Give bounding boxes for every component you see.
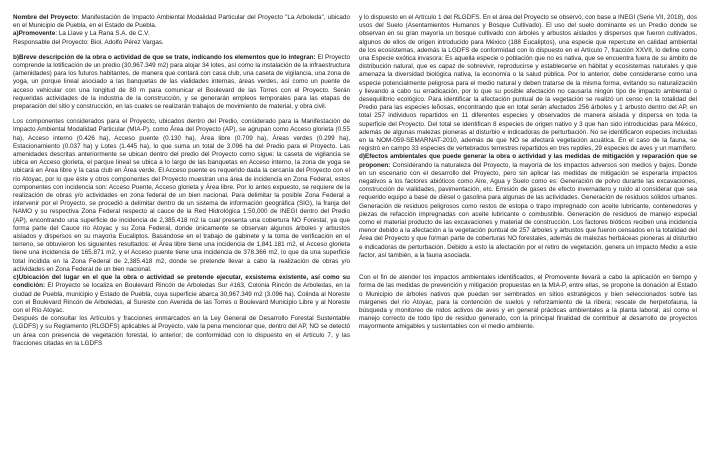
promovente-value: : La Llave y La Rana S.A. de C.V. xyxy=(55,30,150,38)
section-b-text: El Proyecto comprende la lotificación de un predio (30,967.349 m2) para alojar 34 lotes, así como la instalación de la infraestructura (amenidades) para los futuros habitantes, de manera que contará con casa club, una caseta de vigilancia, una zona de yoga, un porque lineal asociado a las banquetas de las vialidades internas, áreas verdes, así como un puente de acceso vehicular con una longitud de 80 m para comunicar el Boulevard de las Torres con el Proyecto. Serán requeridas actividades de la industria de la construcción, y se generarán empleos temporales para las etapas de preparación del sitio y construcción, en las cuales se realizarán trabajos de movimiento de material, y obra civil. xyxy=(13,53,351,111)
section-c-paragraph xyxy=(13,274,350,315)
section-b-heading: b)Breve descripción de la obra o actividad de que se trate, indicando los elementos que lo integran: xyxy=(13,53,316,61)
project-name-value: : Manifestación de Impacto Ambiental Modalidad Particular del Proyecto "La Arboleda", ubicado en el Municipio de Puebla, en el Estado de Puebla. xyxy=(13,14,350,30)
right-column xyxy=(359,14,697,339)
project-name-label: Nombre del Proyecto xyxy=(13,14,78,21)
lgdfs-paragraph: Después de consultar los Artículos y fracciones enmarcados en la Ley General de Desarrollo Forestal Sustentable (LGDFS) y su Reglamento (RLGDFS) aplicables al Proyecto, vale la pena mencionar que, dentro del AP, NO se detectó un área con presencia de vegetación forestal, lo anterior; de conformidad con lo dispuesto en el Artículo 7, y las fracciones citadas en la LGDFS xyxy=(13,315,350,347)
components-paragraph: Los componentes considerados para el Proyecto, ubicados dentro del Predio, considerado para la Manifestación de Impacto Ambiental Modalidad Particular (MIA-P), como Área del Proyecto (AP), se agrupan como Acceso glorieta (0.55 ha), Acceso interno (0.426 ha), Acceso puente (0.130 ha), Área libre (0.709 ha), Áreas verdes (0.299 ha), Estacionamiento (0.037 ha) y Lotes (1.445 ha), lo que suma un total de 3.096 ha del Predio para el Proyecto. Las amenidades descritas anteriormente se ubican dentro del predio del Proyecto como sigue: la caseta de vigilancia se ubica en Acceso glorieta, el parque lineal se ubica a lo largo de las banquetas en Acceso interno, la zona de yoga se ubicará en Área libre y la casa club en Área verde. El Acceso puente es requerido dada la cercanía del Proyecto con el río Atoyac, por lo que éste y otros componentes del Proyecto muestran una área de incidencia en Zona Federal, estos componentes con incidencia son: Acceso Puente, Acceso glorieta y Área libre. Por lo antes expuesto, se requiere de la realización de obras y/o actividades en zona federal de un bien nacional. Para delimitar la posible Zona Federal a intervenir por el Proyecto, se procedió a delimitar dentro de un sistema de información geográfica (SIG), la franja del NAMO y su respectiva Zona Federal respecto al cauce de la Red Hidrológica 1:50,000 de INEGI dentro del Predio (AP), encontrando una superficie de incidencia de 2,385.418 m2 la cual presenta una cobertura NO Forestal, ya que forma parte del Cauce río Atoyac y su Zona Federal, donde únicamente se observan algunos árboles y arbustos aislados y dispersos en su mayoría Eucaliptos. Basándose en el trabajo de gabinete y la toma de verificación en el terreno, se obtuvieron los siguientes resultados: el Área libre tiene una incidencia de 1,841.181 m2, el Acceso glorieta tiene una incidencia de 165.871 m2, y el Acceso puente tiene una incidencia de 378.366 m2, lo que da una superficie total incidida en la Zona Federal de 2,385.418 m2, donde se pretende llevar a cabo la realización de obras y/o actividades en Zona Federal de un bien nacional. xyxy=(13,118,350,273)
section-b-paragraph xyxy=(13,54,350,111)
section-d-text: Considerando la naturaleza del Proyecto, la mayoría de los impactos adversos son medios y bajos. Donde en un escenario con el desarrollo del Proyecto, pero sin aplicar las medidas de mitigación se esperaría impactos negativos a los factores abióticos como Aire, Agua y Suelo como es: Generación de polvo durante las excavaciones, construcción de vialidades, pavimentación, etc. Emisión de gases de efecto invernadero y ruido al considerar que sea requerido equipo a base de diésel o gasolina para algunas de las actividades. Generación de residuos sólidos urbanos. Generación de residuos peligrosos como restos de estopa o trapo impregnado con aceite lubricante, contenedores y piezas de refacción impregnadas con aceite lubricante o combustible. Generación de residuos de manejo especial como el material producto de las excavaciones y material de construcción. Los factores bióticos reciben una incidencia menor debido a la afectación a la vegetación puntual de 257 árboles y arbustos que fueron censados en la totalidad del Área del Proyecto y que forman parte de coberturas NO forestales, además de malezas herbáceas pioneras al disturbio e indicadoras de perturbación. Debido a esto la afectación por el retiro de vegetación, genera un impacto Medio a este factor, así también, a la fauna asociada. xyxy=(359,161,697,259)
promovente-paragraph xyxy=(13,30,350,38)
section-d-paragraph xyxy=(359,153,697,260)
section-c-heading: c)Ubicación del lugar en el que la obra o actividad se pretende ejecutar, exsistema existente, así como su condición: xyxy=(13,274,350,290)
section-c-text: El Proyecto se localiza en Boulevard Rincón de Arboledas Sur #163, Colonia Rincón de Arboledas, en la ciudad de Puebla, municipio y Estado de Puebla, cuya superficie abarca 30,967.349 m2 (3.096 ha). Colinda al Noreste con el Boulevard Rincón de Arboledas, al Sureste con Avenida de las Torres o Boulevard Municipio Libre y al Noreste con el Río Atoyac. xyxy=(13,282,350,314)
section-d-heading: d)Efectos ambientales que puede generar la obra o actividad y las medidas de mitigación y reparación que se proponen: xyxy=(359,153,697,169)
promovente-label: a)Promovente xyxy=(13,30,56,38)
vegetation-paragraph: y lo dispuesto en el Artículo 1 del RLGDFS. En el área del Proyecto se observó, con base a INEGI (Serie VII, 2018), dos usos del Suelo (Asentamientos Humanos y Bosque Cultivado). El uso del suelo dominante es un Predio donde se observan en su gran mayoría un bosque cultivado con árboles y arbustos aislados y dispersos que fueron cultivados, algunos de ellos de origen introducido para México (188 Eucaliptos), una especie que repercute en calidad ambiental de los ecosistemas, además la LGDFS de conformidad con lo dispuesto en el Artículo 7, fracción XXVII, lo define como una Especie exótica invasora: Es aquella especie o población que no es nativa, que se encuentra fuera de su ámbito de distribución natural, que es capaz de sobrevivir, reproducirse y establecerse en hábitat y ecosistemas naturales y que amenaza la diversidad biológica nativa, la economía o la salud pública. Por lo anterior, debe considerarse como una especie potencialmente peligrosa para el medio natural y deben tratarse de la misma forma, evitando su naturalización y llevando a cabo su erradicación, por lo que su posible afectación no causaría ningún tipo de impacto ambiental o desequilibrio ecológico. Para identificar la afectación puntual de la vegetación se realizó un censo en la totalidad del Predio para las especies leñosas, encontrando que en total serán afectados 256 árboles y 1 arbusto dentro del AP, en total 257 individuos repartidos en 11 diferentes especies y observados de manera aislada y dispersa en toda la superficie del Proyecto. Del total se identifican 8 especies de origen nativo y 3 que han sido introducidas para México, además de algunas malezas pioneras al disturbio e indicadoras de perturbación. No se identificaron especies incluidas en la NOM-059-SEMARNAT-2010, además de que NO se afectará vegetación acuática. En el caso de la fauna, se registró en campo 33 especies de vertebrados terrestres repartidos en tres reptiles, 29 especies de aves y un mamífero. xyxy=(359,14,697,153)
project-name-paragraph xyxy=(13,14,350,30)
mitigation-paragraph: Con el fin de atender los impactos ambientales identificados, el Promovente llevará a cabo la aplicación en tiempo y forma de las medidas de prevención y mitigación propuestas en la MIA-P, entre ellas, se propone la donación al Estado o Municipio de árboles nativos que puedan ser sembrados en sitios estratégicos y bien seleccionados sobre las márgenes del río Atoyac, para la contención de suelos y reforzamiento de la ribera; rescate de herpetofauna, la búsqueda y monitoreo de nidos activos de aves y en general prácticas ambientales a la planta laboral; así como el manejo correcto de todo tipo de residuo generado, con la principal finalidad de contribuir al desarrollo de proyectos mayormente amigables y sustentables con el medio ambiente. xyxy=(359,274,697,331)
left-column xyxy=(13,14,350,348)
responsable-paragraph: Responsable del Proyecto: Biol. Adolfo Pérez Vargas. xyxy=(13,38,164,46)
